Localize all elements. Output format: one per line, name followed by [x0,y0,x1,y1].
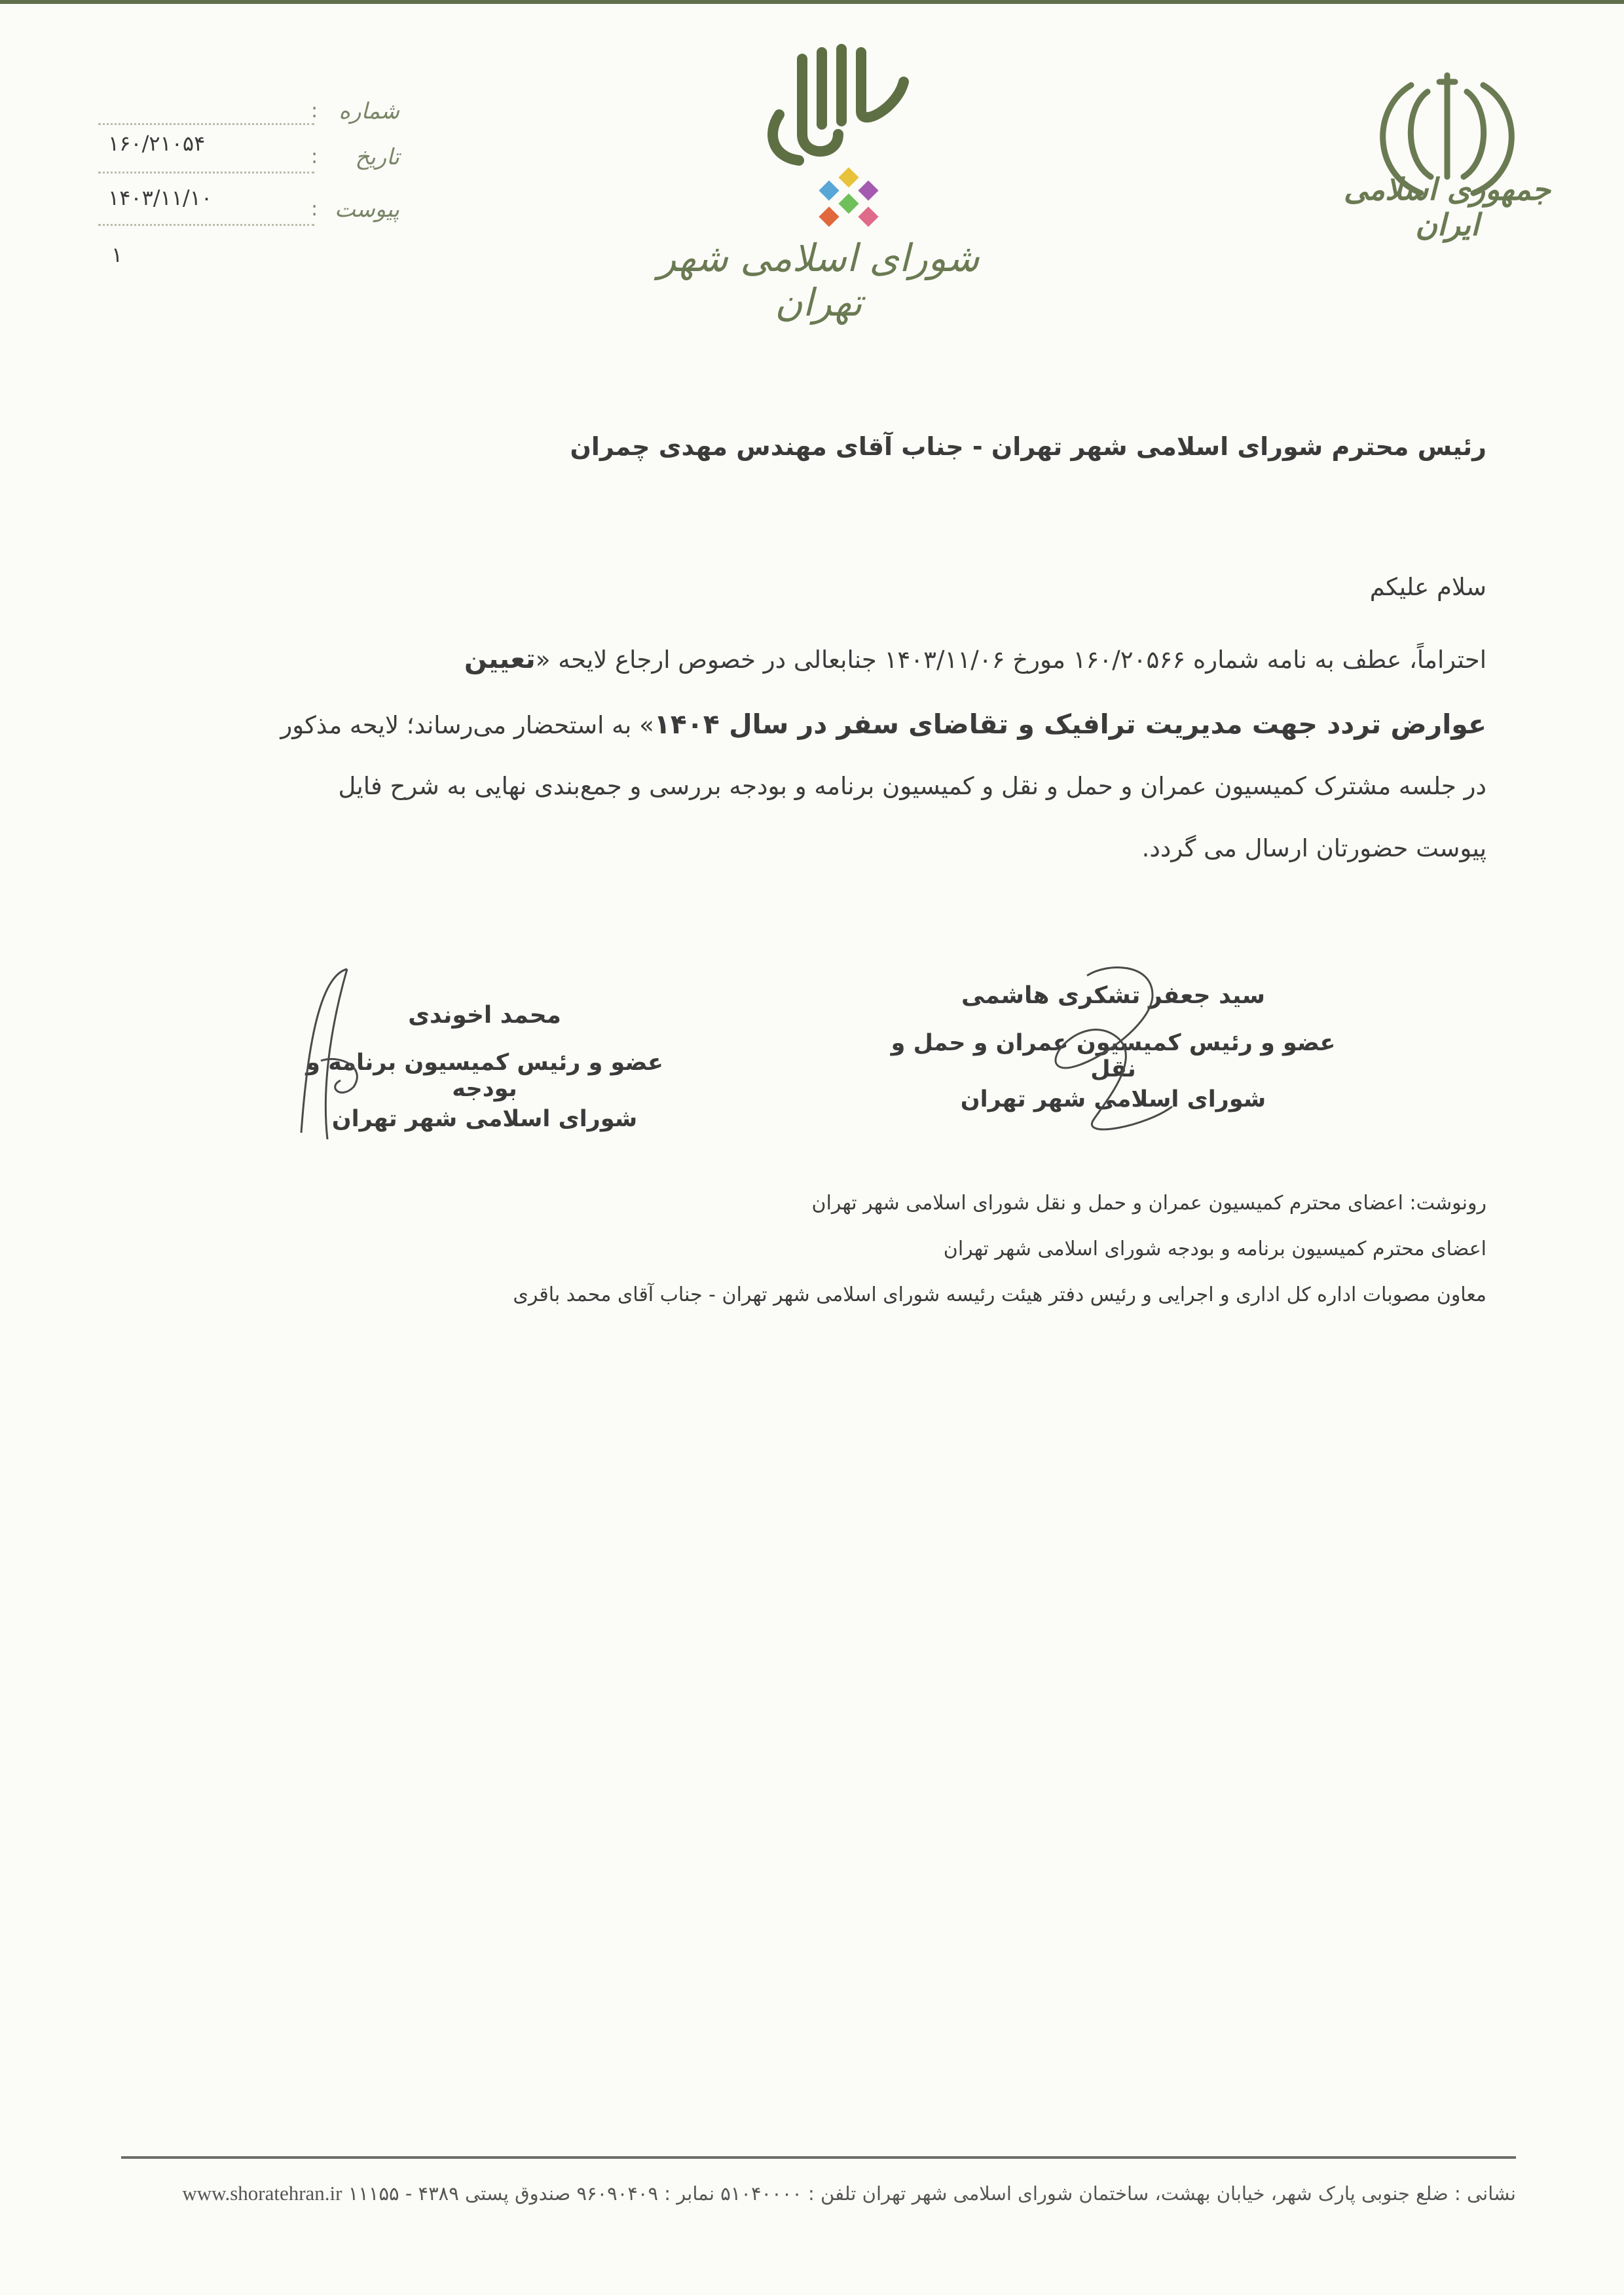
footer-website: www.shoratehran.ir [182,2182,342,2205]
cc-line-2: اعضای محترم کمیسیون برنامه و بودجه شورای اسلامی شهر تهران [943,1238,1486,1260]
footer [121,2182,1516,2205]
body-line-2-bold: عوارض تردد جهت مدیریت ترافیک و تقاضای سفر در سال ۱۴۰۴ [654,708,1486,740]
reference-date-value: ۱۴۰۳/۱۱/۱۰ [108,185,213,210]
reference-number-value: ۱۶۰/۲۱۰۵۴ [108,131,206,156]
body-line-3: در جلسه مشترک کمیسیون عمران و حمل و نقل و کمیسیون برنامه و بودجه بررسی و جمع‌بندی نهایی به شرح فایل [338,772,1486,800]
greeting: سلام علیکم [1369,573,1486,601]
signatory-name: محمد اخوندی [408,1002,561,1029]
signatory-organization: شورای اسلامی شهر تهران [960,1086,1266,1112]
footer-divider [121,2156,1516,2159]
dotted-line [98,123,314,125]
dotted-line [98,224,314,226]
colon: : [311,145,318,168]
body-line-4: پیوست حضورتان ارسال می گردد. [1141,834,1486,862]
dotted-line [98,172,314,174]
reference-date-row [98,144,399,183]
number-label: شماره [339,98,399,124]
signatory-name: سید جعفر تشکری هاشمی [961,982,1265,1009]
reference-attachment-value: ۱ [111,242,123,267]
signatory-organization: شورای اسلامی شهر تهران [331,1106,638,1132]
council-caption: شورای اسلامی شهر تهران [657,236,980,325]
colon: : [311,100,318,122]
signatory-title: عضو و رئیس کمیسیون عمران و حمل و نقل [891,1030,1336,1082]
body-line-2 [177,701,1486,749]
cc-line-3: معاون مصوبات اداره کل اداری و اجرایی و رئیس دفتر هیئت رئیسه شورای اسلامی شهر تهران - جناب آقای محمد باقری [513,1283,1486,1306]
attachment-label: پیوست [334,196,399,223]
footer-address: نشانی : ضلع جنوبی پارک شهر، خیابان بهشت، ساختمان شورای اسلامی شهر تهران تلفن : ۵۱۰۴۰۰۰۰ نمابر : ۹۶۰۹۰۴۰۹ صندوق پستی ۴۳۸۹ - ۱۱۱۵۵ [348,2182,1516,2205]
reference-attachment-row [98,196,399,236]
addressee-line: رئیس محترم شورای اسلامی شهر تهران - جناب آقای مهندس مهدی چمران [570,432,1486,461]
body-line-1-bold: تعیین [464,643,536,674]
signature-scribble-right [1008,956,1231,1152]
signatory-title: عضو و رئیس کمیسیون برنامه و بودجه [306,1050,663,1102]
signature-scribble-left [282,963,413,1146]
council-logo-icon [740,43,923,239]
body-line-1 [177,635,1486,684]
body-line-1-text: احتراماً، عطف به نامه شماره ۱۶۰/۲۰۵۶۶ مورخ ۱۴۰۳/۱۱/۰۶ جنابعالی در خصوص ارجاع لایحه « [535,646,1486,674]
body-line-2-text: » به استحضار می‌رساند؛ لایحه مذکور [280,711,654,739]
colon: : [311,198,318,221]
top-border [0,0,1624,4]
date-label: تاریخ [355,144,399,170]
cc-line-1: رونوشت: اعضای محترم کمیسیون عمران و حمل و نقل شورای اسلامی شهر تهران [811,1192,1486,1215]
emblem-caption: جمهوری اسلامی ایران [1344,172,1551,242]
